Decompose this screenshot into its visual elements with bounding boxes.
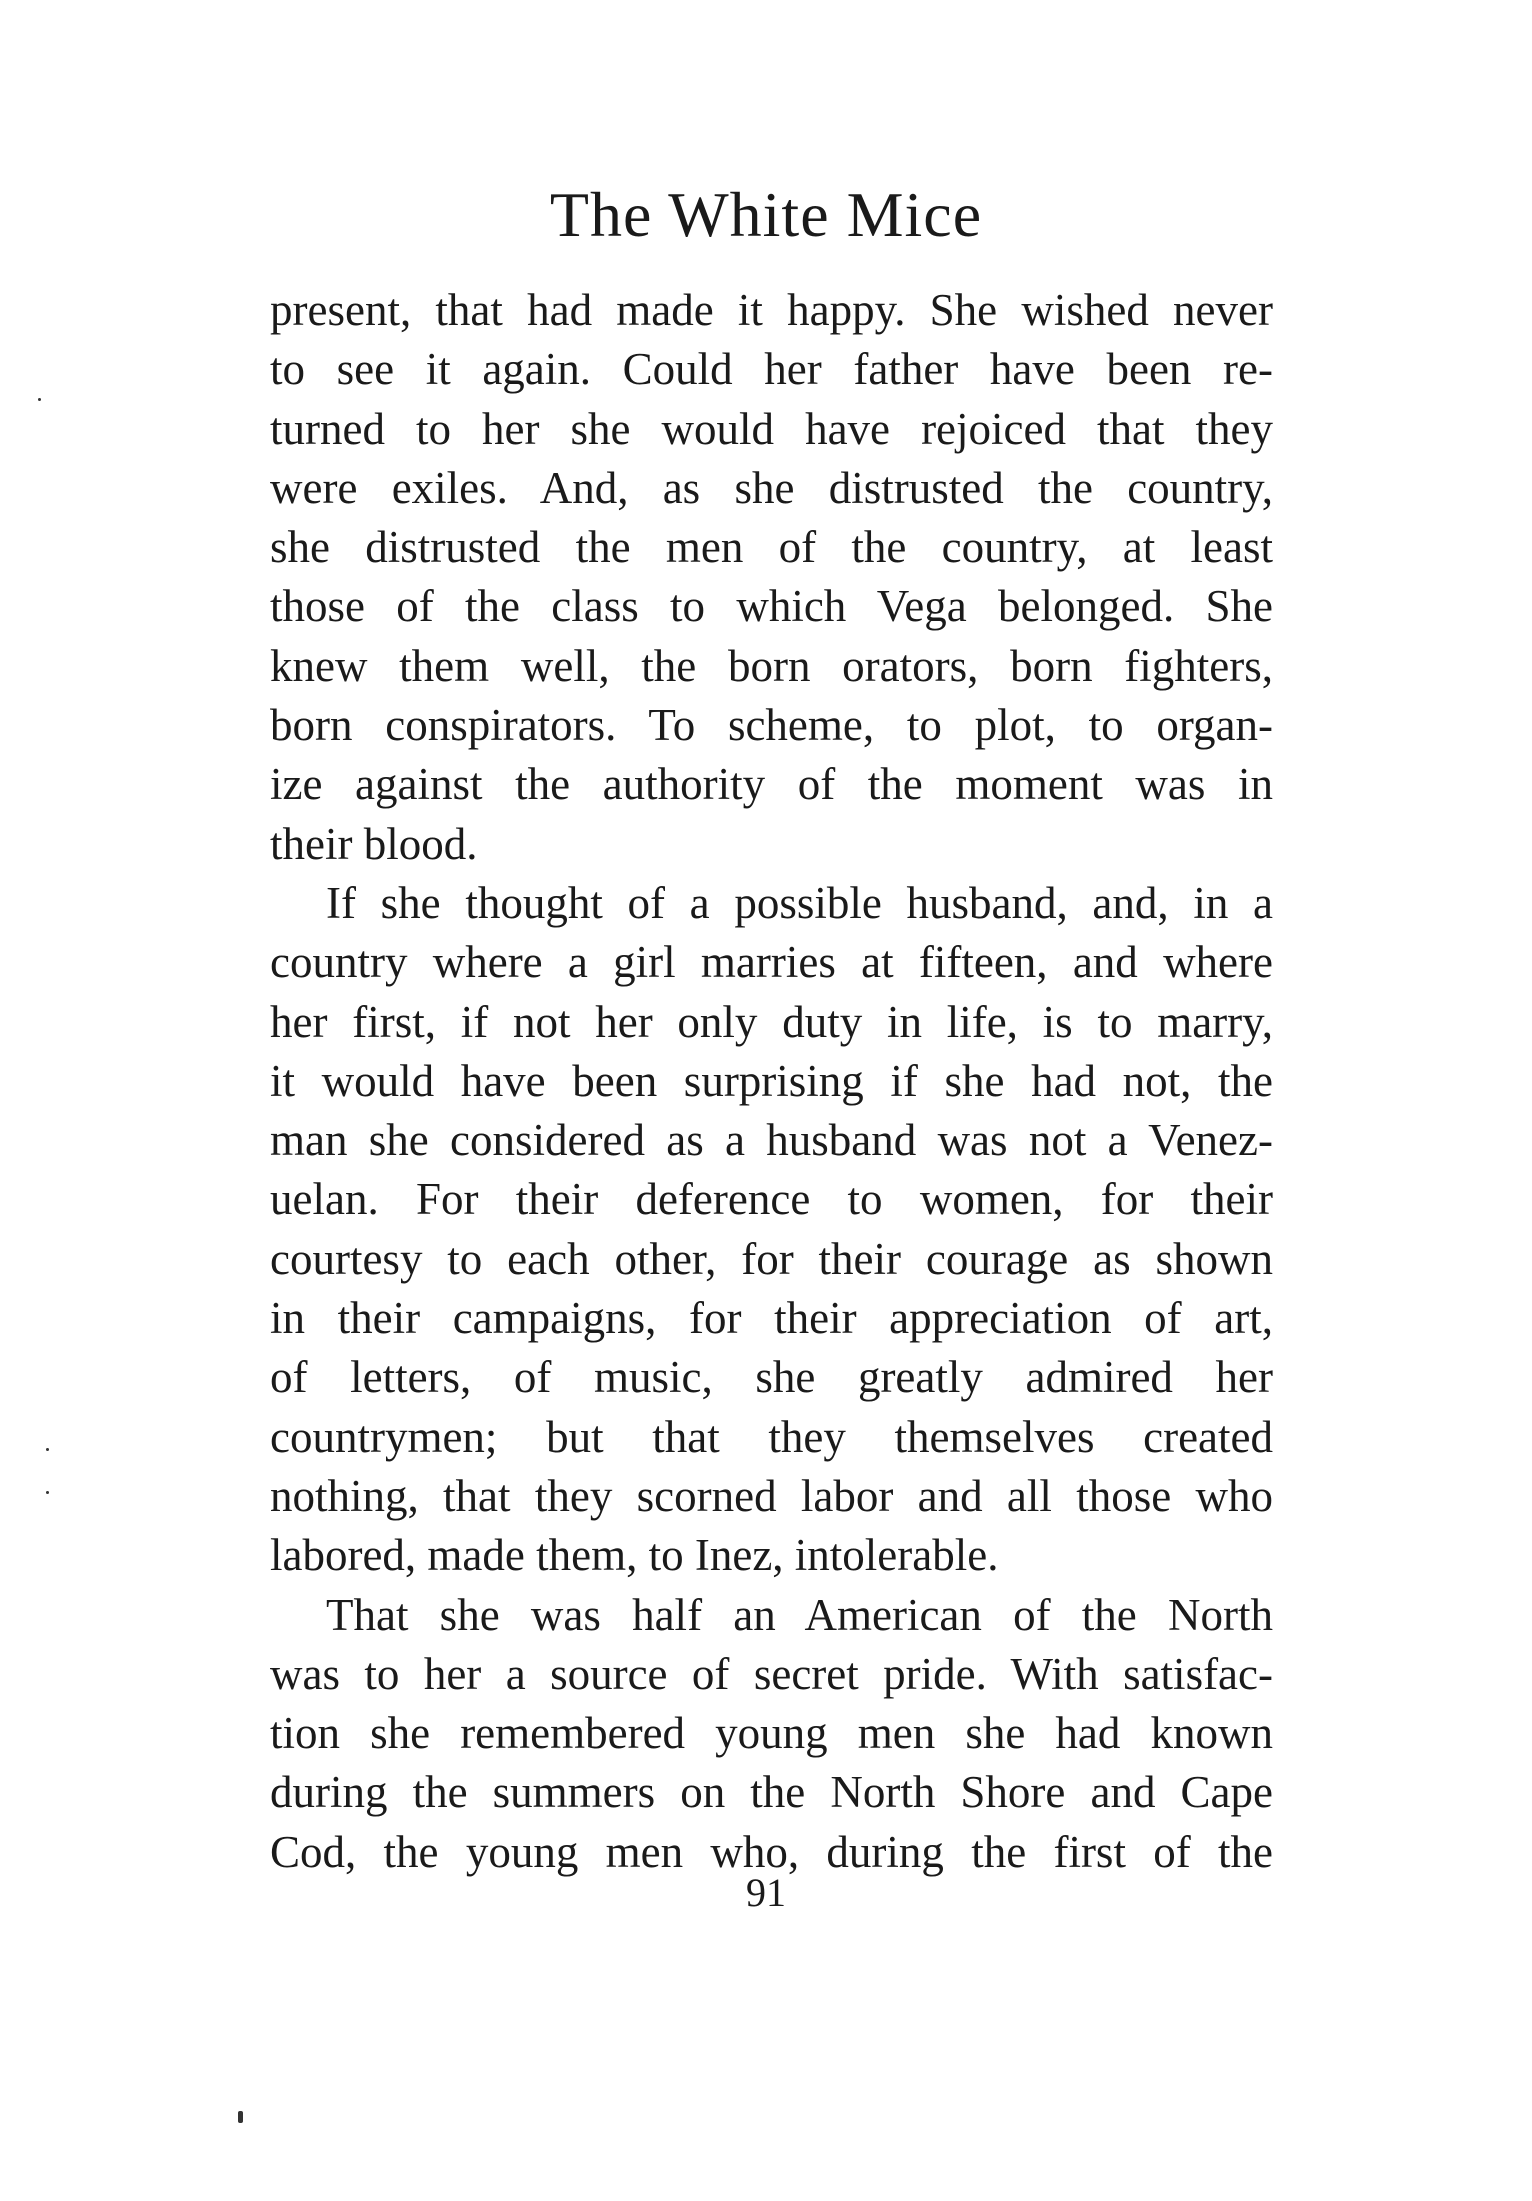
- text-line: uelan. For their deference to women, for their: [270, 1174, 1273, 1225]
- text-line: during the summers on the North Shore and Cape: [270, 1767, 1273, 1818]
- text-line: Cod, the young men who, during the first of the: [270, 1826, 1273, 1877]
- text-line: courtesy to each other, for their courage as shown: [270, 1233, 1273, 1284]
- text-line: it would have been surprising if she had not, the: [270, 1055, 1273, 1106]
- text-line: countrymen; but that they themselves created: [270, 1411, 1273, 1462]
- text-line: knew them well, the born orators, born fighters,: [270, 640, 1273, 691]
- text-line: tion she remembered young men she had known: [270, 1708, 1273, 1759]
- text-line: ize against the authority of the moment was in: [270, 759, 1273, 810]
- page-number: 91: [746, 1870, 786, 1915]
- scan-speck: [46, 1448, 49, 1451]
- text-line: her first, if not her only duty in life, is to marry,: [270, 996, 1273, 1047]
- text-line: their blood.: [270, 818, 478, 869]
- text-line: in their campaigns, for their appreciation of art,: [270, 1293, 1273, 1344]
- running-title: The White Mice: [549, 179, 983, 250]
- text-line: turned to her she would have rejoiced that they: [270, 403, 1273, 454]
- text-line: labored, made them, to Inez, intolerable.: [270, 1530, 999, 1581]
- text-line: man she considered as a husband was not a Venez-: [270, 1115, 1273, 1166]
- text-line: That she was half an American of the North: [326, 1589, 1273, 1640]
- text-line: born conspirators. To scheme, to plot, to organ-: [270, 700, 1273, 751]
- paragraph-2: [270, 874, 1273, 1586]
- text-line: she distrusted the men of the country, at least: [270, 522, 1273, 573]
- text-line: of letters, of music, she greatly admired her: [270, 1352, 1273, 1403]
- text-line: present, that had made it happy. She wished never: [270, 285, 1273, 335]
- text-line: If she thought of a possible husband, and, in a: [326, 877, 1273, 928]
- text-line: to see it again. Could her father have been re-: [270, 344, 1273, 395]
- text-line: those of the class to which Vega belonged. She: [270, 581, 1273, 632]
- text-line: were exiles. And, as she distrusted the country,: [270, 462, 1273, 513]
- text-line: country where a girl marries at fifteen, and where: [270, 937, 1273, 988]
- text-line: was to her a source of secret pride. With satisfac-: [270, 1648, 1273, 1699]
- scan-speck: [46, 1491, 49, 1494]
- body-text: [270, 281, 1273, 1882]
- text-line: nothing, that they scorned labor and all those who: [270, 1470, 1273, 1521]
- paragraph-1: [270, 281, 1273, 874]
- scan-speck: [38, 398, 41, 401]
- paragraph-3: [270, 1586, 1273, 1882]
- scan-speck: [238, 2111, 243, 2123]
